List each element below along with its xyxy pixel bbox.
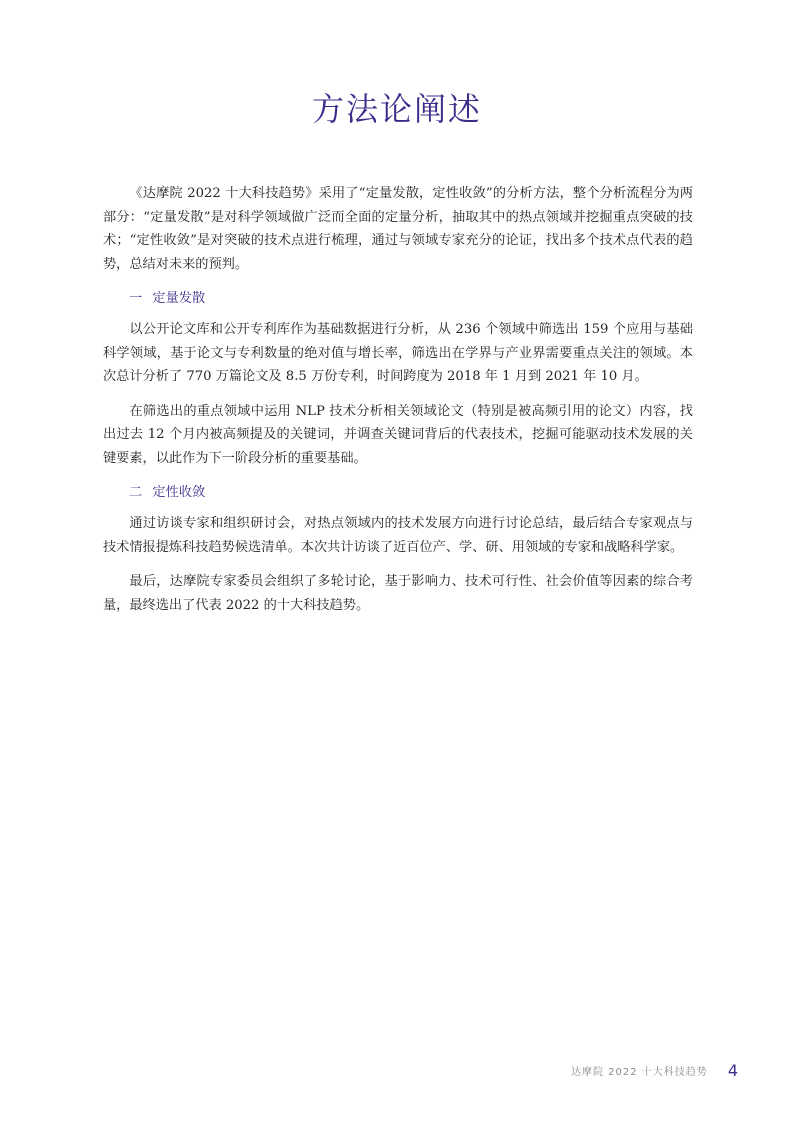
intro-paragraph: 《达摩院 2022 十大科技趋势》采用了“定量发散，定性收敛”的分析方法，整个分析流程分为两部分：“定量发散”是对科学领域做广泛而全面的定量分析，抽取其中的热点领域并挖掘重点突破的技术；“定性收敛”是对突破的技术点进行梳理，通过与领域专家充分的论证，找出多个技术点代表的趋势，总结对未来的预判。 (103, 186, 693, 272)
section-title: 定性收敛 (152, 485, 206, 500)
body-paragraph: 以公开论文库和公开专利库作为基础数据进行分析，从 236 个领域中筛选出 159 个应用与基础科学领域，基于论文与专利数量的绝对值与增长率，筛选出在学界与产业界需要重点关注的领域。本次总计分析了 770 万篇论文及 8.5 万份专利，时间跨度为 2018 年 1 月到 2021 年 10 月。 (103, 322, 693, 384)
section-number: 二 (129, 485, 143, 500)
page-footer (571, 1061, 738, 1080)
body-paragraph: 在筛选出的重点领域中运用 NLP 技术分析相关领域论文（特别是被高频引用的论文）内容，找出过去 12 个月内被高频提及的关键词，并调查关键词背后的代表技术，挖掘可能驱动技术发展的关键要素，以此作为下一阶段分析的重要基础。 (103, 403, 693, 466)
section-heading-quantitative (103, 287, 693, 310)
footer-title: 达摩院 2022 十大科技趋势 (571, 1067, 708, 1078)
body-paragraph: 最后，达摩院专家委员会组织了多轮讨论，基于影响力、技术可行性、社会价值等因素的综合考量，最终选出了代表 2022 的十大科技趋势。 (103, 574, 693, 613)
page-number: 4 (727, 1061, 738, 1080)
section-number: 一 (129, 291, 143, 306)
section-heading-qualitative (103, 481, 693, 504)
body-paragraph: 通过访谈专家和组织研讨会，对热点领域内的技术发展方向进行讨论总结，最后结合专家观点与技术情报提炼科技趋势候选清单。本次共计访谈了近百位产、学、研、用领域的专家和战略科学家。 (103, 516, 693, 555)
section-title: 定量发散 (152, 291, 206, 306)
page-title: 方法论阐述 (311, 90, 482, 128)
document-body (103, 182, 693, 628)
